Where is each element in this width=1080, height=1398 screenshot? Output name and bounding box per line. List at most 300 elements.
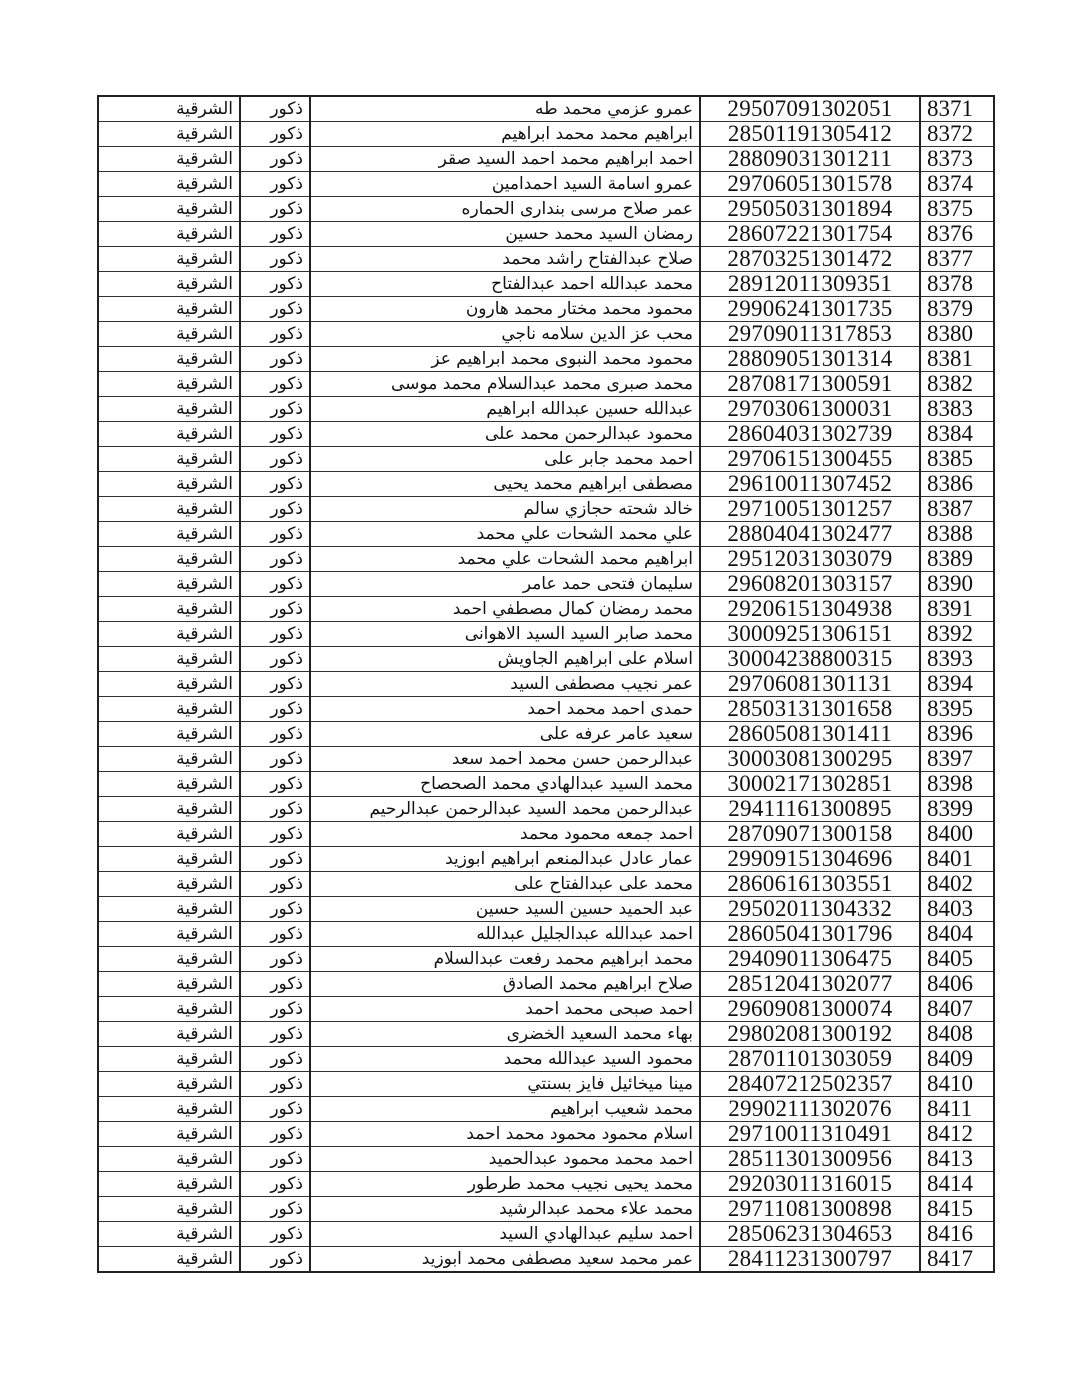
gender: ذكور: [270, 124, 303, 144]
serial-number-cell: [920, 1022, 994, 1047]
national-id: 28701101303059: [727, 1046, 893, 1071]
national-id-cell: [700, 372, 920, 397]
full-name: عبدالرحمن حسن محمد احمد سعد: [451, 749, 693, 769]
governorate: الشرقية: [176, 199, 233, 219]
national-id-cell: [700, 522, 920, 547]
full-name-cell: [310, 1072, 700, 1097]
serial-number: 8398: [927, 771, 973, 796]
national-id-cell: [700, 1097, 920, 1122]
table-row: [98, 172, 994, 197]
serial-number-cell: [920, 1072, 994, 1097]
national-id-cell: [700, 572, 920, 597]
gender-cell: [240, 272, 310, 297]
governorate: الشرقية: [176, 1099, 233, 1119]
serial-number: 8411: [927, 1096, 973, 1121]
full-name: محمد علاء محمد عبدالرشيد: [499, 1199, 693, 1219]
full-name: محمد عبدالله احمد عبدالفتاح: [491, 274, 693, 294]
full-name: محمد رمضان كمال مصطفي احمد: [452, 599, 693, 619]
table-row: [98, 847, 994, 872]
national-id-cell: [700, 672, 920, 697]
full-name-cell: [310, 1097, 700, 1122]
national-id-cell: [700, 647, 920, 672]
national-id: 28912011309351: [727, 271, 893, 296]
national-id-cell: [700, 222, 920, 247]
governorate-cell: [98, 422, 240, 447]
table-row: [98, 1197, 994, 1222]
national-id-cell: [700, 722, 920, 747]
full-name-cell: [310, 597, 700, 622]
gender: ذكور: [270, 824, 303, 844]
full-name-cell: [310, 647, 700, 672]
national-id-cell: [700, 347, 920, 372]
governorate-cell: [98, 572, 240, 597]
serial-number-cell: [920, 96, 994, 122]
governorate: الشرقية: [176, 574, 233, 594]
table-row: [98, 997, 994, 1022]
national-id: 28809051301314: [727, 346, 893, 371]
serial-number: 8396: [927, 721, 973, 746]
table-row: [98, 722, 994, 747]
serial-number: 8391: [927, 596, 973, 621]
gender: ذكور: [270, 524, 303, 544]
table-row: [98, 372, 994, 397]
full-name: محمد يحيى نجيب محمد طرطور: [467, 1174, 693, 1194]
governorate-cell: [98, 847, 240, 872]
gender: ذكور: [270, 649, 303, 669]
national-id-cell: [700, 597, 920, 622]
full-name-cell: [310, 1222, 700, 1247]
serial-number: 8401: [927, 846, 973, 871]
governorate-cell: [98, 597, 240, 622]
national-id-cell: [700, 472, 920, 497]
serial-number: 8417: [927, 1246, 973, 1271]
table-row: [98, 497, 994, 522]
full-name: عمار عادل عبدالمنعم ابراهيم ابوزيد: [445, 849, 693, 869]
national-id-cell: [700, 1047, 920, 1072]
gender: ذكور: [270, 1024, 303, 1044]
governorate: الشرقية: [176, 1049, 233, 1069]
gender: ذكور: [270, 324, 303, 344]
serial-number-cell: [920, 1222, 994, 1247]
table-row: [98, 597, 994, 622]
gender-cell: [240, 872, 310, 897]
full-name: محمود محمد مختار محمد هارون: [465, 299, 693, 319]
governorate-cell: [98, 972, 240, 997]
gender-cell: [240, 897, 310, 922]
national-id: 28604031302739: [727, 421, 893, 446]
gender-cell: [240, 922, 310, 947]
serial-number-cell: [920, 547, 994, 572]
full-name: خالد شحته حجازي سالم: [523, 499, 693, 519]
serial-number: 8388: [927, 521, 973, 546]
gender-cell: [240, 572, 310, 597]
full-name-cell: [310, 747, 700, 772]
governorate: الشرقية: [176, 224, 233, 244]
national-id-cell: [700, 1197, 920, 1222]
serial-number: 8377: [927, 246, 973, 271]
national-id-cell: [700, 697, 920, 722]
full-name-cell: [310, 922, 700, 947]
serial-number: 8403: [927, 896, 973, 921]
gender: ذكور: [270, 299, 303, 319]
serial-number-cell: [920, 497, 994, 522]
national-id: 29710011310491: [727, 1121, 893, 1146]
governorate: الشرقية: [176, 974, 233, 994]
serial-number-cell: [920, 972, 994, 997]
national-id-cell: [700, 972, 920, 997]
governorate-cell: [98, 297, 240, 322]
national-id: 30004238800315: [727, 646, 893, 671]
serial-number-cell: [920, 622, 994, 647]
governorate-cell: [98, 1072, 240, 1097]
serial-number-cell: [920, 372, 994, 397]
full-name-cell: [310, 96, 700, 122]
full-name: سعيد عامر عرفه على: [539, 724, 693, 744]
table-row: [98, 922, 994, 947]
full-name: عبدالرحمن محمد السيد عبدالرحمن عبدالرحيم: [369, 799, 693, 819]
governorate-cell: [98, 222, 240, 247]
table-row: [98, 272, 994, 297]
gender: ذكور: [270, 1249, 303, 1269]
gender-cell: [240, 472, 310, 497]
serial-number-cell: [920, 1172, 994, 1197]
serial-number: 8385: [927, 446, 973, 471]
gender-cell: [240, 722, 310, 747]
governorate-cell: [98, 1247, 240, 1273]
full-name-cell: [310, 897, 700, 922]
national-id-cell: [700, 947, 920, 972]
serial-number: 8387: [927, 496, 973, 521]
governorate: الشرقية: [176, 549, 233, 569]
governorate-cell: [98, 1147, 240, 1172]
national-id: 28809031301211: [727, 146, 893, 171]
governorate-cell: [98, 1222, 240, 1247]
national-id: 29409011306475: [727, 946, 893, 971]
national-id-cell: [700, 122, 920, 147]
governorate: الشرقية: [176, 424, 233, 444]
gender-cell: [240, 247, 310, 272]
full-name-cell: [310, 822, 700, 847]
gender: ذكور: [270, 899, 303, 919]
serial-number: 8397: [927, 746, 973, 771]
table-row: [98, 772, 994, 797]
gender: ذكور: [270, 349, 303, 369]
governorate: الشرقية: [176, 349, 233, 369]
serial-number-cell: [920, 647, 994, 672]
governorate-cell: [98, 497, 240, 522]
national-id-cell: [700, 622, 920, 647]
gender: ذكور: [270, 699, 303, 719]
governorate: الشرقية: [176, 1124, 233, 1144]
table-row: [98, 1247, 994, 1273]
governorate-cell: [98, 322, 240, 347]
national-id-cell: [700, 822, 920, 847]
full-name: احمد محمد جابر على: [544, 449, 693, 469]
gender-cell: [240, 672, 310, 697]
gender-cell: [240, 1072, 310, 1097]
full-name-cell: [310, 172, 700, 197]
gender: ذكور: [270, 274, 303, 294]
serial-number: 8410: [927, 1071, 973, 1096]
serial-number: 8379: [927, 296, 973, 321]
serial-number-cell: [920, 347, 994, 372]
serial-number-cell: [920, 297, 994, 322]
gender: ذكور: [270, 149, 303, 169]
full-name: ابراهيم محمد محمد ابراهيم: [501, 124, 693, 144]
gender-cell: [240, 1047, 310, 1072]
serial-number-cell: [920, 522, 994, 547]
governorate-cell: [98, 1097, 240, 1122]
serial-number: 8392: [927, 621, 973, 646]
serial-number-cell: [920, 772, 994, 797]
serial-number: 8371: [927, 96, 973, 121]
table-row: [98, 547, 994, 572]
serial-number-cell: [920, 397, 994, 422]
full-name-cell: [310, 622, 700, 647]
governorate: الشرقية: [176, 449, 233, 469]
gender: ذكور: [270, 99, 303, 119]
full-name-cell: [310, 1172, 700, 1197]
gender: ذكور: [270, 624, 303, 644]
serial-number-cell: [920, 422, 994, 447]
national-id: 29802081300192: [727, 1021, 893, 1046]
gender-cell: [240, 972, 310, 997]
serial-number-cell: [920, 272, 994, 297]
governorate-cell: [98, 622, 240, 647]
table-row: [98, 397, 994, 422]
national-id: 29502011304332: [727, 896, 893, 921]
full-name: مصطفى ابراهيم محمد يحيى: [493, 474, 693, 494]
gender-cell: [240, 522, 310, 547]
serial-number: 8412: [927, 1121, 973, 1146]
governorate: الشرقية: [176, 174, 233, 194]
governorate: الشرقية: [176, 99, 233, 119]
national-id: 29609081300074: [727, 996, 893, 1021]
serial-number-cell: [920, 447, 994, 472]
gender-cell: [240, 1222, 310, 1247]
gender-cell: [240, 597, 310, 622]
serial-number-cell: [920, 572, 994, 597]
governorate-cell: [98, 772, 240, 797]
full-name-cell: [310, 497, 700, 522]
full-name-cell: [310, 1122, 700, 1147]
table-row: [98, 622, 994, 647]
governorate-cell: [98, 1197, 240, 1222]
national-id-cell: [700, 1222, 920, 1247]
national-id: 29206151304938: [727, 596, 893, 621]
table-row: [98, 1122, 994, 1147]
national-id: 29909151304696: [727, 846, 893, 871]
gender: ذكور: [270, 574, 303, 594]
serial-number: 8375: [927, 196, 973, 221]
national-id: 29706051301578: [727, 171, 893, 196]
full-name: عبدالله حسين عبدالله ابراهيم: [486, 399, 693, 419]
gender: ذكور: [270, 549, 303, 569]
governorate: الشرقية: [176, 149, 233, 169]
national-id-cell: [700, 1147, 920, 1172]
table-row: [98, 797, 994, 822]
full-name: محمد صابر السيد السيد الاهوانى: [464, 624, 693, 644]
serial-number: 8373: [927, 146, 973, 171]
governorate-cell: [98, 247, 240, 272]
gender: ذكور: [270, 1049, 303, 1069]
gender-cell: [240, 447, 310, 472]
governorate-cell: [98, 997, 240, 1022]
governorate-cell: [98, 747, 240, 772]
names-table-body: [98, 96, 994, 1272]
full-name: بهاء محمد السعيد الخضرى: [506, 1024, 693, 1044]
governorate: الشرقية: [176, 724, 233, 744]
governorate-cell: [98, 1122, 240, 1147]
full-name-cell: [310, 247, 700, 272]
full-name: عمر محمد سعيد مصطفى محمد ابوزيد: [421, 1249, 693, 1269]
table-row: [98, 1172, 994, 1197]
national-id: 28411231300797: [727, 1246, 893, 1271]
full-name-cell: [310, 572, 700, 597]
governorate: الشرقية: [176, 649, 233, 669]
full-name: محمد ابراهيم محمد رفعت عبدالسلام: [433, 949, 693, 969]
gender-cell: [240, 122, 310, 147]
national-id: 28506231304653: [727, 1221, 893, 1246]
governorate: الشرقية: [176, 1174, 233, 1194]
national-id: 29610011307452: [727, 471, 893, 496]
serial-number-cell: [920, 947, 994, 972]
governorate-cell: [98, 872, 240, 897]
national-id: 29411161300895: [728, 796, 892, 821]
governorate-cell: [98, 1047, 240, 1072]
gender-cell: [240, 822, 310, 847]
full-name-cell: [310, 797, 700, 822]
serial-number: 8409: [927, 1046, 973, 1071]
gender-cell: [240, 697, 310, 722]
full-name: عمرو اسامة السيد احمدامين: [491, 174, 693, 194]
national-id: 29505031301894: [727, 196, 893, 221]
serial-number-cell: [920, 147, 994, 172]
gender-cell: [240, 1147, 310, 1172]
serial-number: 8407: [927, 996, 973, 1021]
table-row: [98, 222, 994, 247]
serial-number: 8399: [927, 796, 973, 821]
governorate: الشرقية: [176, 599, 233, 619]
national-id: 28709071300158: [727, 821, 893, 846]
full-name: علي محمد الشحات علي محمد: [476, 524, 693, 544]
governorate-cell: [98, 547, 240, 572]
national-id-cell: [700, 147, 920, 172]
full-name: محمد صبرى محمد عبدالسلام محمد موسى: [391, 374, 693, 394]
gender: ذكور: [270, 224, 303, 244]
governorate-cell: [98, 147, 240, 172]
table-row: [98, 197, 994, 222]
governorate-cell: [98, 697, 240, 722]
serial-number-cell: [920, 1047, 994, 1072]
serial-number: 8384: [927, 421, 973, 446]
serial-number-cell: [920, 1247, 994, 1273]
full-name-cell: [310, 1047, 700, 1072]
gender: ذكور: [270, 474, 303, 494]
serial-number: 8406: [927, 971, 973, 996]
national-id-cell: [700, 96, 920, 122]
serial-number: 8404: [927, 921, 973, 946]
national-id-cell: [700, 247, 920, 272]
full-name: محمد شعيب ابراهيم: [550, 1099, 693, 1119]
national-id-cell: [700, 547, 920, 572]
governorate-cell: [98, 922, 240, 947]
governorate-cell: [98, 647, 240, 672]
national-id-cell: [700, 197, 920, 222]
governorate-cell: [98, 197, 240, 222]
governorate-cell: [98, 822, 240, 847]
table-row: [98, 147, 994, 172]
gender-cell: [240, 497, 310, 522]
gender: ذكور: [270, 874, 303, 894]
gender: ذكور: [270, 399, 303, 419]
serial-number-cell: [920, 1197, 994, 1222]
full-name: محمود السيد عبدالله محمد: [503, 1049, 693, 1069]
serial-number-cell: [920, 822, 994, 847]
national-id-cell: [700, 997, 920, 1022]
serial-number: 8400: [927, 821, 973, 846]
gender-cell: [240, 422, 310, 447]
national-id-cell: [700, 1022, 920, 1047]
serial-number-cell: [920, 247, 994, 272]
full-name-cell: [310, 297, 700, 322]
full-name: ابراهيم محمد الشحات علي محمد: [457, 549, 693, 569]
national-id: 30003081300295: [727, 746, 893, 771]
gender: ذكور: [270, 974, 303, 994]
serial-number: 8390: [927, 571, 973, 596]
gender-cell: [240, 1247, 310, 1273]
gender-cell: [240, 96, 310, 122]
governorate: الشرقية: [176, 324, 233, 344]
serial-number-cell: [920, 122, 994, 147]
national-id-cell: [700, 322, 920, 347]
serial-number-cell: [920, 597, 994, 622]
national-id: 29706151300455: [727, 446, 893, 471]
table-row: [98, 1147, 994, 1172]
full-name: احمد عبدالله عبدالجليل عبدالله: [476, 924, 693, 944]
serial-number-cell: [920, 1122, 994, 1147]
national-id: 28407212502357: [727, 1071, 893, 1096]
full-name-cell: [310, 147, 700, 172]
full-name-cell: [310, 397, 700, 422]
national-id-cell: [700, 497, 920, 522]
national-id-cell: [700, 1122, 920, 1147]
governorate-cell: [98, 1172, 240, 1197]
gender-cell: [240, 772, 310, 797]
governorate: الشرقية: [176, 374, 233, 394]
full-name-cell: [310, 722, 700, 747]
full-name-cell: [310, 672, 700, 697]
gender: ذكور: [270, 999, 303, 1019]
full-name-cell: [310, 522, 700, 547]
governorate: الشرقية: [176, 299, 233, 319]
table-row: [98, 322, 994, 347]
gender-cell: [240, 747, 310, 772]
full-name-cell: [310, 997, 700, 1022]
national-id-cell: [700, 172, 920, 197]
national-id: 29608201303157: [727, 571, 893, 596]
governorate: الشرقية: [176, 749, 233, 769]
serial-number-cell: [920, 922, 994, 947]
governorate: الشرقية: [176, 874, 233, 894]
governorate: الشرقية: [176, 924, 233, 944]
governorate-cell: [98, 347, 240, 372]
national-id: 28605041301796: [727, 921, 893, 946]
governorate: الشرقية: [176, 474, 233, 494]
gender: ذكور: [270, 599, 303, 619]
serial-number: 8416: [927, 1221, 973, 1246]
serial-number: 8380: [927, 321, 973, 346]
